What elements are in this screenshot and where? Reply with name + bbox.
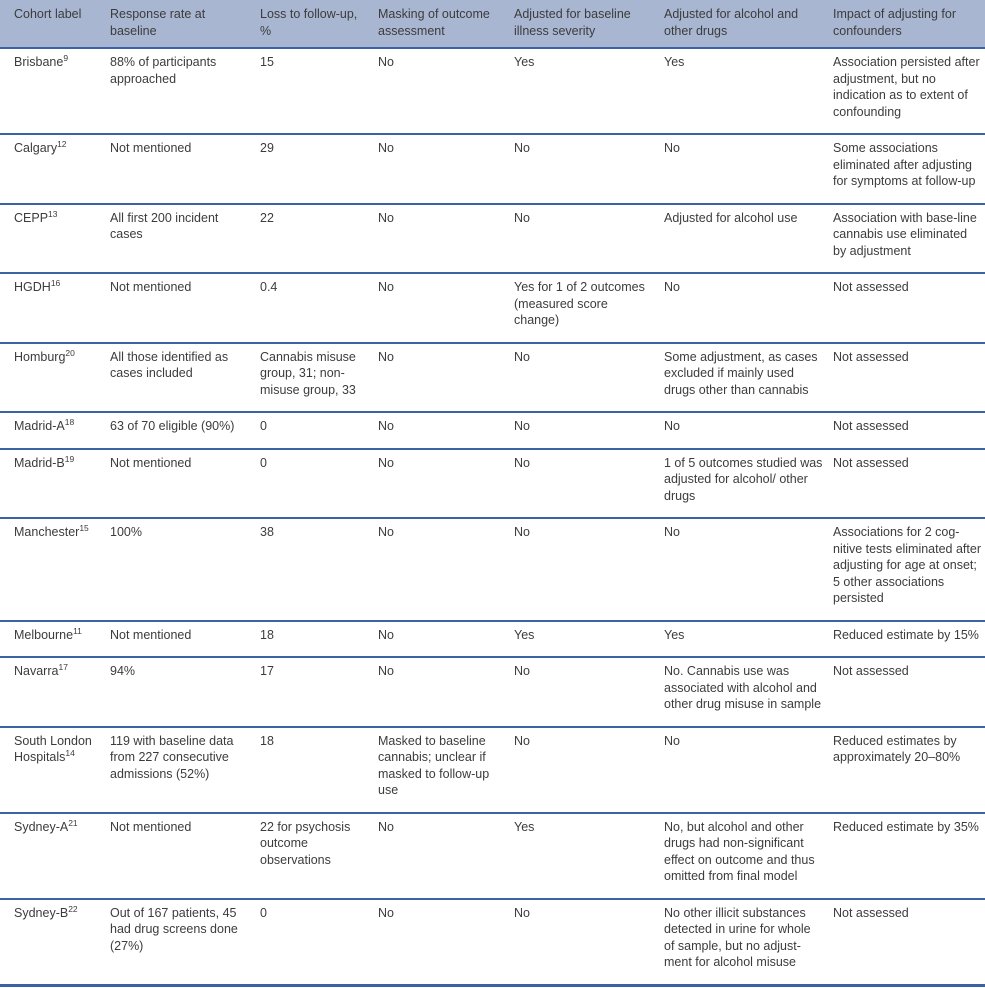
table-row <box>0 449 985 519</box>
reference-superscript: 12 <box>57 139 67 150</box>
column-header-4: Adjusted for baseline illness severity <box>514 0 664 48</box>
cohort-label-cell <box>0 449 110 519</box>
alcohol-cell: Yes <box>664 48 833 134</box>
masking-cell: No <box>378 134 514 204</box>
cohort-name: Manchester <box>14 525 80 539</box>
table-row <box>0 813 985 899</box>
cohort-label-cell <box>0 657 110 727</box>
cohort-name: South London Hospitals <box>14 733 92 764</box>
alcohol-cell: Adjusted for alcohol use <box>664 204 833 274</box>
severity-cell: No <box>514 727 664 813</box>
severity-cell: No <box>514 204 664 274</box>
table-row <box>0 48 985 134</box>
alcohol-cell: 1 of 5 outcomes studied was adjusted for alcohol/ other drugs <box>664 449 833 519</box>
severity-cell: Yes <box>514 621 664 658</box>
alcohol-cell: No <box>664 412 833 449</box>
response-cell: Not mentioned <box>110 273 260 343</box>
reference-superscript: 17 <box>58 662 68 673</box>
response-cell: Not mentioned <box>110 813 260 899</box>
impact-cell: Reduced estimate by 35% <box>833 813 985 899</box>
cohort-name: Calgary <box>14 141 58 155</box>
alcohol-cell: No other illicit substances detected in urine for whole of sample, but no adjust-ment for alcohol misuse <box>664 899 833 986</box>
impact-cell: Associations for 2 cog-nitive tests eliminated after adjusting for age at onset; 5 other associations persisted <box>833 518 985 621</box>
impact-cell: Association with base-line cannabis use eliminated by adjustment <box>833 204 985 274</box>
severity-cell: No <box>514 343 664 413</box>
cohort-label-cell <box>0 813 110 899</box>
masking-cell: No <box>378 204 514 274</box>
loss-cell: 18 <box>260 727 378 813</box>
table-body <box>0 48 985 985</box>
column-header-1: Response rate at baseline <box>110 0 260 48</box>
reference-superscript: 9 <box>63 53 69 64</box>
alcohol-cell: No <box>664 518 833 621</box>
severity-cell: No <box>514 412 664 449</box>
cohort-name: Melbourne <box>14 627 74 642</box>
column-header-0: Cohort label <box>0 0 110 48</box>
reference-superscript: 13 <box>48 208 58 219</box>
masking-cell: No <box>378 412 514 449</box>
impact-cell: Some associations eliminated after adjusting for symptoms at follow-up <box>833 134 985 204</box>
response-cell: Out of 167 patients, 45 had drug screens done (27%) <box>110 899 260 986</box>
loss-cell: 22 <box>260 204 378 274</box>
cohort-name: Homburg <box>14 349 66 364</box>
impact-cell: Not assessed <box>833 273 985 343</box>
impact-cell: Not assessed <box>833 343 985 413</box>
table-row <box>0 204 985 274</box>
impact-cell: Not assessed <box>833 899 985 986</box>
cohort-label-cell <box>0 727 110 813</box>
response-cell: 88% of participants approached <box>110 48 260 134</box>
cohort-label-cell <box>0 48 110 134</box>
response-cell: Not mentioned <box>110 621 260 658</box>
response-cell: All first 200 incident cases <box>110 204 260 274</box>
cohort-label-cell <box>0 204 110 274</box>
response-cell: 119 with baseline data from 227 consecutive admissions (52%) <box>110 727 260 813</box>
masking-cell: No <box>378 449 514 519</box>
cohort-name: Navarra <box>14 664 59 678</box>
masking-cell: No <box>378 48 514 134</box>
reference-superscript: 18 <box>64 417 75 428</box>
alcohol-cell: No <box>664 273 833 343</box>
loss-cell: 0.4 <box>260 273 378 343</box>
table-row <box>0 727 985 813</box>
table-header <box>0 0 985 48</box>
loss-cell: 17 <box>260 657 378 727</box>
cohort-label-cell <box>0 343 110 413</box>
response-cell: 94% <box>110 657 260 727</box>
severity-cell: No <box>514 899 664 986</box>
cohort-name: Sydney-B <box>14 905 69 920</box>
reference-superscript: 14 <box>65 748 75 759</box>
masking-cell: No <box>378 657 514 727</box>
column-header-2: Loss to follow-up, % <box>260 0 378 48</box>
severity-cell: Yes <box>514 48 664 134</box>
cohort-label-cell <box>0 518 110 621</box>
cohort-name: Sydney-A <box>14 819 69 834</box>
impact-cell: Reduced estimate by 15% <box>833 621 985 658</box>
column-header-5: Adjusted for alcohol and other drugs <box>664 0 833 48</box>
column-header-6: Impact of adjusting for confounders <box>833 0 985 48</box>
cohort-label-cell <box>0 899 110 986</box>
severity-cell: Yes <box>514 813 664 899</box>
impact-cell: Not assessed <box>833 449 985 519</box>
impact-cell: Reduced estimates by approximately 20–80% <box>833 727 985 813</box>
loss-cell: 0 <box>260 899 378 986</box>
reference-superscript: 11 <box>73 625 82 636</box>
severity-cell: No <box>514 449 664 519</box>
cohort-name: Brisbane <box>14 55 64 69</box>
reference-superscript: 21 <box>68 817 78 828</box>
table-row <box>0 657 985 727</box>
loss-cell: 29 <box>260 134 378 204</box>
severity-cell: Yes for 1 of 2 outcomes (measured score change) <box>514 273 664 343</box>
alcohol-cell: No, but alcohol and other drugs had non-significant effect on outcome and thus omitted from final model <box>664 813 833 899</box>
cohort-name: HGDH <box>14 280 51 294</box>
table-row <box>0 412 985 449</box>
impact-cell: Not assessed <box>833 412 985 449</box>
loss-cell: 18 <box>260 621 378 658</box>
loss-cell: 22 for psychosis outcome observations <box>260 813 378 899</box>
cohort-name: Madrid-B <box>14 455 65 470</box>
masking-cell: No <box>378 899 514 986</box>
severity-cell: No <box>514 518 664 621</box>
impact-cell: Not assessed <box>833 657 985 727</box>
cohort-label-cell <box>0 412 110 449</box>
alcohol-cell: Yes <box>664 621 833 658</box>
loss-cell: 38 <box>260 518 378 621</box>
loss-cell: Cannabis misuse group, 31; non-misuse group, 33 <box>260 343 378 413</box>
reference-superscript: 16 <box>50 278 61 289</box>
masking-cell: No <box>378 813 514 899</box>
table-row <box>0 518 985 621</box>
response-cell: Not mentioned <box>110 134 260 204</box>
reference-superscript: 15 <box>79 523 89 534</box>
table-row <box>0 273 985 343</box>
response-cell: All those identified as cases included <box>110 343 260 413</box>
masking-cell: No <box>378 273 514 343</box>
loss-cell: 0 <box>260 412 378 449</box>
table-row <box>0 134 985 204</box>
cohort-label-cell <box>0 621 110 658</box>
table-row <box>0 899 985 986</box>
response-cell: 100% <box>110 518 260 621</box>
loss-cell: 15 <box>260 48 378 134</box>
table-row <box>0 621 985 658</box>
reference-superscript: 20 <box>65 347 75 358</box>
alcohol-cell: No <box>664 727 833 813</box>
reference-superscript: 19 <box>64 453 75 464</box>
masking-cell: No <box>378 518 514 621</box>
impact-cell: Association persisted after adjustment, but no indication as to extent of confounding <box>833 48 985 134</box>
masking-cell: Masked to baseline cannabis; unclear if masked to follow-up use <box>378 727 514 813</box>
reference-superscript: 22 <box>68 903 78 914</box>
cohort-label-cell <box>0 134 110 204</box>
cohort-name: CEPP <box>14 210 49 225</box>
loss-cell: 0 <box>260 449 378 519</box>
response-cell: 63 of 70 eligible (90%) <box>110 412 260 449</box>
masking-cell: No <box>378 343 514 413</box>
alcohol-cell: No <box>664 134 833 204</box>
severity-cell: No <box>514 134 664 204</box>
alcohol-cell: Some adjustment, as cases excluded if mainly used drugs other than cannabis <box>664 343 833 413</box>
response-cell: Not mentioned <box>110 449 260 519</box>
table-row <box>0 343 985 413</box>
header-row <box>0 0 985 48</box>
cohort-name: Madrid-A <box>14 419 65 433</box>
column-header-3: Masking of outcome assessment <box>378 0 514 48</box>
alcohol-cell: No. Cannabis use was associated with alcohol and other drug misuse in sample <box>664 657 833 727</box>
cohort-label-cell <box>0 273 110 343</box>
masking-cell: No <box>378 621 514 658</box>
severity-cell: No <box>514 657 664 727</box>
